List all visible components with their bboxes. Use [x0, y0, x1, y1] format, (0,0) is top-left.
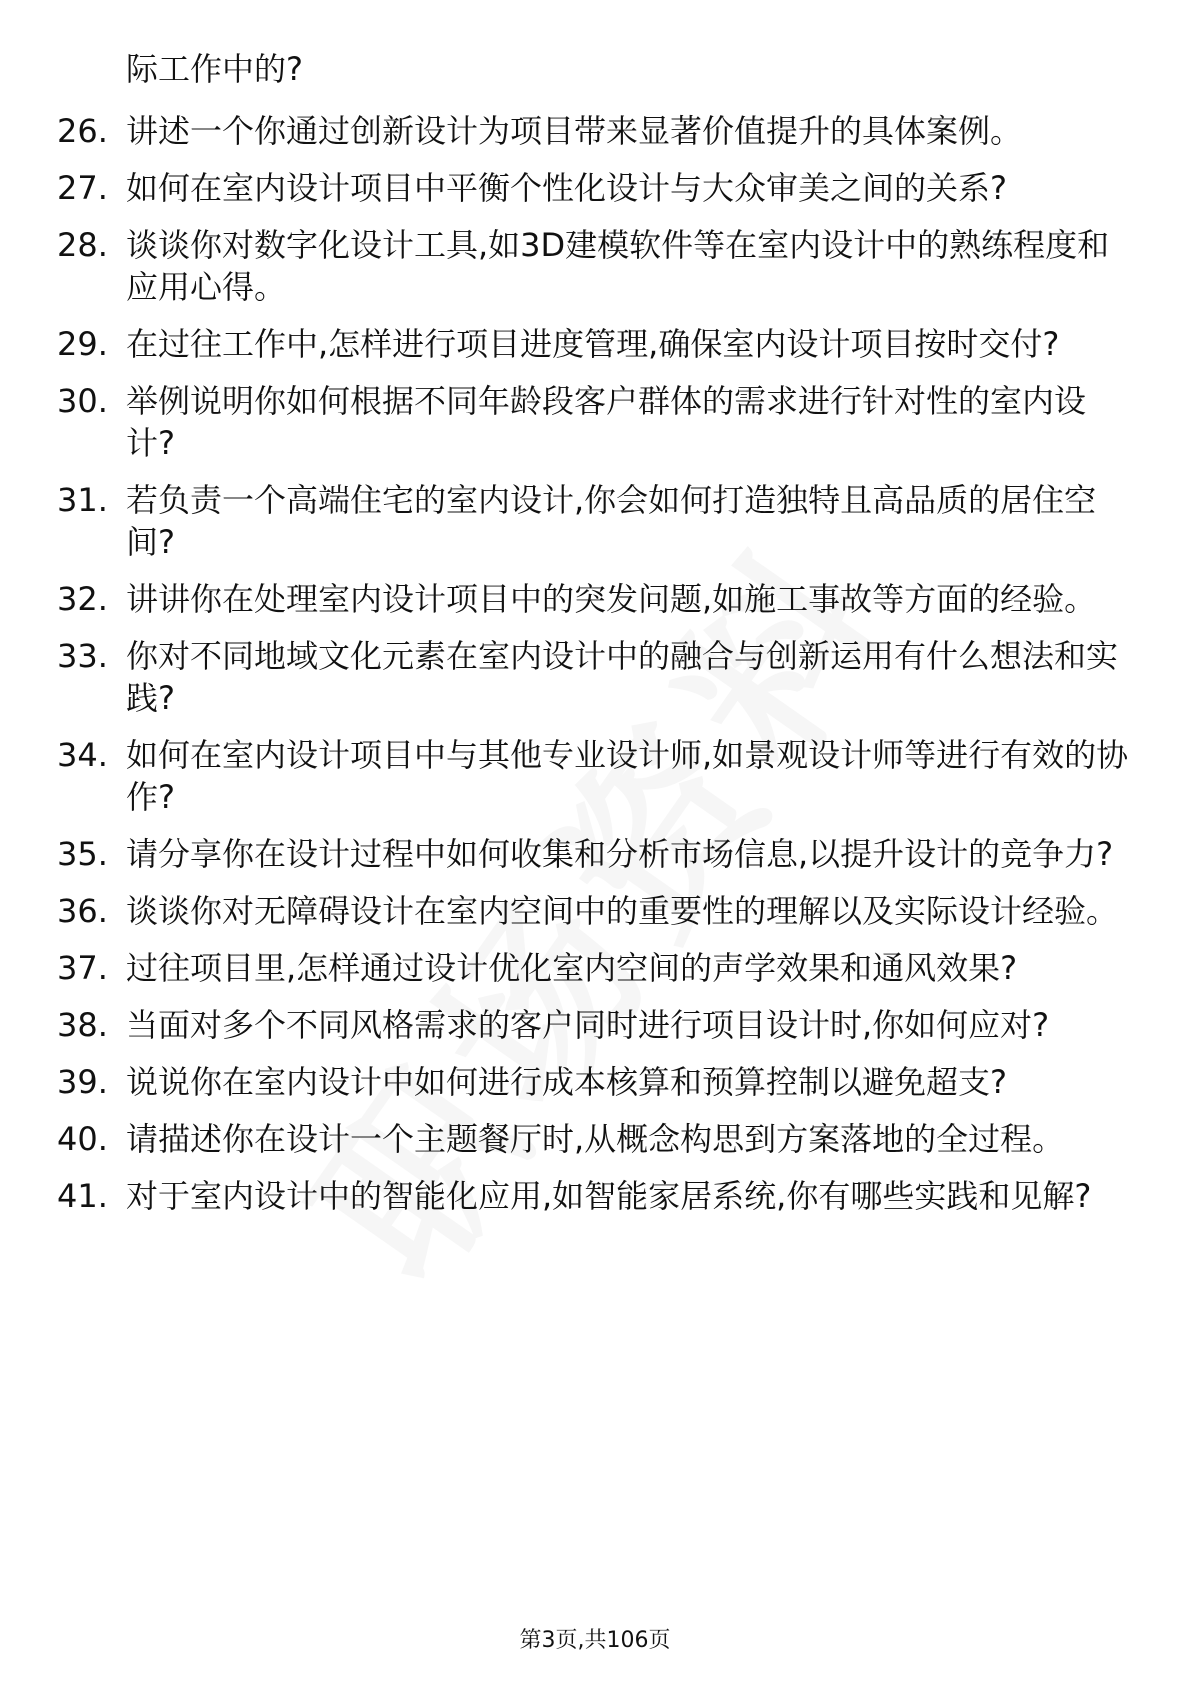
question-number: 39.: [57, 1063, 108, 1101]
question-number: 37.: [57, 949, 108, 987]
question-item: [0, 833, 1190, 875]
question-item: [0, 323, 1190, 365]
question-text: 如何在室内设计项目中平衡个性化设计与大众审美之间的关系?: [126, 169, 1007, 207]
question-text: 在过往工作中,怎样进行项目进度管理,确保室内设计项目按时交付?: [126, 325, 1060, 363]
question-item: [0, 947, 1190, 989]
question-text: 谈谈你对无障碍设计在室内空间中的重要性的理解以及实际设计经验。: [126, 892, 1119, 930]
question-item: [0, 635, 1190, 719]
question-number: 30.: [57, 382, 108, 420]
question-number: 29.: [57, 325, 108, 363]
question-list: [0, 110, 1190, 1232]
question-number: 28.: [57, 226, 108, 264]
question-text: 请描述你在设计一个主题餐厅时,从概念构思到方案落地的全过程。: [126, 1120, 1065, 1158]
question-item: [0, 224, 1190, 308]
question-item: [0, 890, 1190, 932]
question-number: 34.: [57, 736, 108, 774]
question-number: 36.: [57, 892, 108, 930]
question-text: 说说你在室内设计中如何进行成本核算和预算控制以避免超支?: [126, 1063, 1007, 1101]
question-item: [0, 1004, 1190, 1046]
question-number: 31.: [57, 481, 108, 519]
question-text: 讲述一个你通过创新设计为项目带来显著价值提升的具体案例。: [126, 112, 1023, 150]
question-number: 40.: [57, 1120, 108, 1158]
question-item: [0, 1175, 1190, 1217]
question-number: 33.: [57, 637, 108, 675]
question-text: 请分享你在设计过程中如何收集和分析市场信息,以提升设计的竞争力?: [126, 835, 1114, 873]
question-number: 32.: [57, 580, 108, 618]
question-item: [0, 1118, 1190, 1160]
question-text: 举例说明你如何根据不同年龄段客户群体的需求进行针对性的室内设计?: [126, 382, 1087, 462]
question-number: 38.: [57, 1006, 108, 1044]
question-text: 过往项目里,怎样通过设计优化室内空间的声学效果和通风效果?: [126, 949, 1018, 987]
question-item: [0, 167, 1190, 209]
question-item: [0, 380, 1190, 464]
question-text: 如何在室内设计项目中与其他专业设计师,如景观设计师等进行有效的协作?: [126, 736, 1129, 816]
question-number: 27.: [57, 169, 108, 207]
question-text: 若负责一个高端住宅的室内设计,你会如何打造独特且高品质的居住空间?: [126, 481, 1097, 561]
question-item: [0, 1061, 1190, 1103]
question-text: 对于室内设计中的智能化应用,如智能家居系统,你有哪些实践和见解?: [126, 1177, 1092, 1215]
question-item: [0, 734, 1190, 818]
question-text: 当面对多个不同风格需求的客户同时进行项目设计时,你如何应对?: [126, 1006, 1050, 1044]
question-number: 35.: [57, 835, 108, 873]
question-text: 你对不同地域文化元素在室内设计中的融合与创新运用有什么想法和实践?: [126, 637, 1119, 717]
page-footer: 第3页,共106页: [519, 1628, 671, 1653]
continuation-text: 际工作中的?: [126, 50, 303, 88]
question-number: 26.: [57, 112, 108, 150]
question-item: [0, 479, 1190, 563]
question-item: [0, 578, 1190, 620]
question-text: 讲讲你在处理室内设计项目中的突发问题,如施工事故等方面的经验。: [126, 580, 1097, 618]
question-text: 谈谈你对数字化设计工具,如3D建模软件等在室内设计中的熟练程度和应用心得。: [126, 226, 1110, 306]
question-number: 41.: [57, 1177, 108, 1215]
question-item: [0, 110, 1190, 152]
